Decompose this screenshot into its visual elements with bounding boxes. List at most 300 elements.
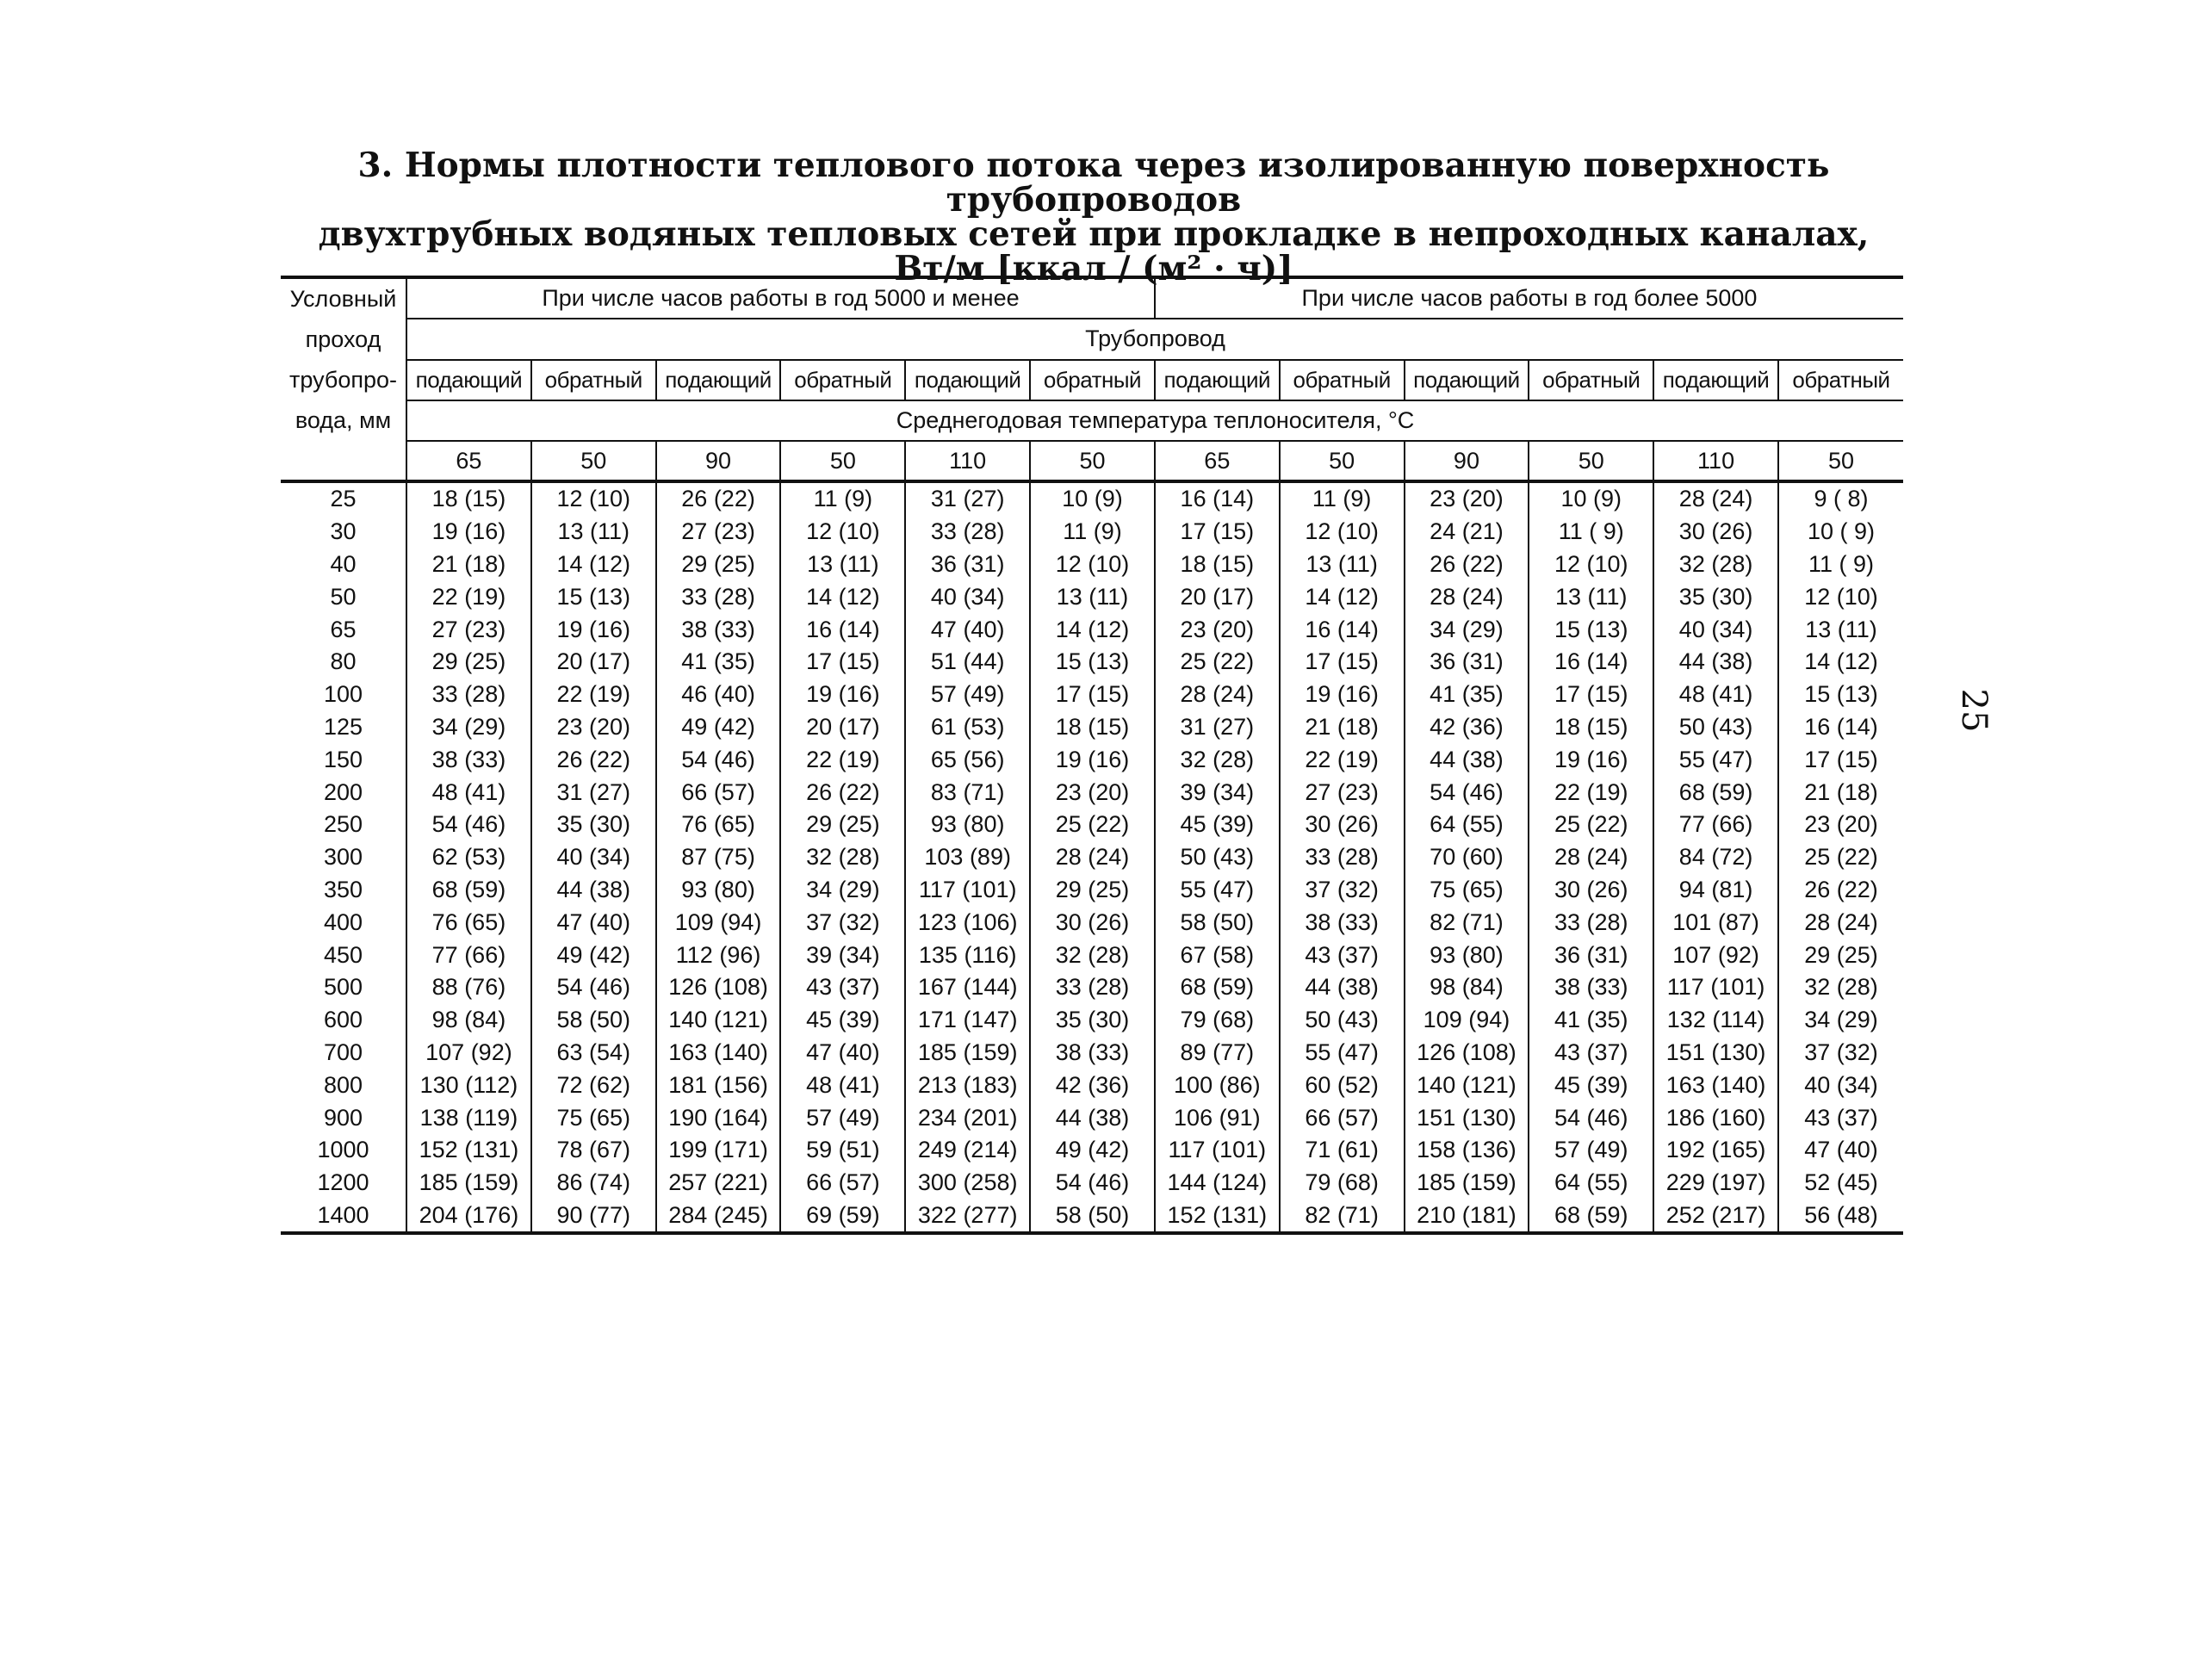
flux-value-cell: 41 (35) — [1529, 1004, 1653, 1037]
diameter-cell: 30 — [281, 516, 406, 549]
flux-value-cell: 31 (27) — [531, 776, 656, 809]
flux-value-cell: 40 (34) — [531, 841, 656, 874]
flux-value-cell: 21 (18) — [406, 549, 531, 581]
flux-value-cell: 68 (59) — [1155, 971, 1280, 1004]
diameter-cell: 300 — [281, 841, 406, 874]
flux-value-cell: 40 (34) — [1653, 613, 1778, 646]
flux-value-cell: 140 (121) — [656, 1004, 781, 1037]
diameter-cell: 1200 — [281, 1167, 406, 1200]
flux-value-cell: 17 (15) — [1155, 516, 1280, 549]
flux-value-cell: 158 (136) — [1405, 1134, 1529, 1167]
flux-value-cell: 213 (183) — [905, 1069, 1030, 1101]
flux-value-cell: 51 (44) — [905, 646, 1030, 679]
flux-value-cell: 49 (42) — [531, 939, 656, 971]
diameter-cell: 200 — [281, 776, 406, 809]
table-row — [281, 874, 1903, 907]
flux-value-cell: 107 (92) — [1653, 939, 1778, 971]
flux-value-cell: 252 (217) — [1653, 1200, 1778, 1234]
flux-value-cell: 25 (22) — [1030, 809, 1155, 841]
flux-value-cell: 100 (86) — [1155, 1069, 1280, 1101]
flux-value-cell: 60 (52) — [1280, 1069, 1405, 1101]
flux-value-cell: 24 (21) — [1405, 516, 1529, 549]
flux-value-cell: 83 (71) — [905, 776, 1030, 809]
flux-value-cell: 78 (67) — [531, 1134, 656, 1167]
flux-value-cell: 34 (29) — [406, 711, 531, 744]
flux-value-cell: 9 ( 8) — [1778, 481, 1903, 516]
pipe-type-header: обратный — [1280, 360, 1405, 400]
flux-value-cell: 93 (80) — [1405, 939, 1529, 971]
table-body — [281, 481, 1903, 1233]
flux-value-cell: 17 (15) — [780, 646, 905, 679]
flux-value-cell: 64 (55) — [1405, 809, 1529, 841]
flux-value-cell: 35 (30) — [1030, 1004, 1155, 1037]
table-row — [281, 481, 1903, 516]
flux-value-cell: 43 (37) — [1529, 1037, 1653, 1069]
flux-value-cell: 37 (32) — [780, 906, 905, 939]
flux-value-cell: 54 (46) — [1405, 776, 1529, 809]
flux-value-cell: 23 (20) — [1405, 481, 1529, 516]
flux-value-cell: 57 (49) — [905, 679, 1030, 711]
diameter-cell: 25 — [281, 481, 406, 516]
flux-value-cell: 18 (15) — [1529, 711, 1653, 744]
pipe-type-header: подающий — [905, 360, 1030, 400]
flux-value-cell: 28 (24) — [1529, 841, 1653, 874]
flux-value-cell: 55 (47) — [1280, 1037, 1405, 1069]
flux-value-cell: 135 (116) — [905, 939, 1030, 971]
flux-value-cell: 66 (57) — [1280, 1101, 1405, 1134]
table-row — [281, 1004, 1903, 1037]
flux-value-cell: 68 (59) — [406, 874, 531, 907]
flux-value-cell: 15 (13) — [1778, 679, 1903, 711]
flux-value-cell: 106 (91) — [1155, 1101, 1280, 1134]
pipe-type-header: обратный — [1529, 360, 1653, 400]
table-row — [281, 1037, 1903, 1069]
flux-value-cell: 12 (10) — [780, 516, 905, 549]
flux-value-cell: 30 (26) — [1280, 809, 1405, 841]
flux-value-cell: 75 (65) — [1405, 874, 1529, 907]
flux-value-cell: 77 (66) — [1653, 809, 1778, 841]
flux-value-cell: 12 (10) — [531, 481, 656, 516]
flux-value-cell: 65 (56) — [905, 743, 1030, 776]
flux-value-cell: 84 (72) — [1653, 841, 1778, 874]
diameter-cell: 80 — [281, 646, 406, 679]
diameter-cell: 800 — [281, 1069, 406, 1101]
flux-value-cell: 55 (47) — [1155, 874, 1280, 907]
flux-value-cell: 15 (13) — [1529, 613, 1653, 646]
flux-value-cell: 322 (277) — [905, 1200, 1030, 1234]
flux-value-cell: 23 (20) — [1030, 776, 1155, 809]
temperature-header: Среднегодовая температура теплоносителя, °С — [406, 400, 1903, 441]
flux-value-cell: 25 (22) — [1778, 841, 1903, 874]
flux-value-cell: 25 (22) — [1529, 809, 1653, 841]
flux-value-cell: 14 (12) — [780, 580, 905, 613]
flux-value-cell: 30 (26) — [1653, 516, 1778, 549]
flux-value-cell: 132 (114) — [1653, 1004, 1778, 1037]
flux-value-cell: 69 (59) — [780, 1200, 905, 1234]
flux-value-cell: 43 (37) — [1778, 1101, 1903, 1134]
diameter-cell: 1400 — [281, 1200, 406, 1234]
flux-value-cell: 192 (165) — [1653, 1134, 1778, 1167]
flux-value-cell: 54 (46) — [656, 743, 781, 776]
flux-value-cell: 257 (221) — [656, 1167, 781, 1200]
flux-value-cell: 14 (12) — [1778, 646, 1903, 679]
flux-value-cell: 11 (9) — [1280, 481, 1405, 516]
flux-value-cell: 34 (29) — [1778, 1004, 1903, 1037]
flux-value-cell: 75 (65) — [531, 1101, 656, 1134]
flux-value-cell: 16 (14) — [1155, 481, 1280, 516]
flux-value-cell: 45 (39) — [780, 1004, 905, 1037]
flux-value-cell: 43 (37) — [1280, 939, 1405, 971]
flux-value-cell: 36 (31) — [905, 549, 1030, 581]
flux-value-cell: 186 (160) — [1653, 1101, 1778, 1134]
flux-value-cell: 117 (101) — [905, 874, 1030, 907]
heat-flux-norms-table — [281, 276, 1903, 1235]
flux-value-cell: 22 (19) — [1529, 776, 1653, 809]
flux-value-cell: 98 (84) — [406, 1004, 531, 1037]
flux-value-cell: 48 (41) — [1653, 679, 1778, 711]
flux-value-cell: 39 (34) — [780, 939, 905, 971]
flux-value-cell: 25 (22) — [1155, 646, 1280, 679]
flux-value-cell: 30 (26) — [1030, 906, 1155, 939]
flux-value-cell: 22 (19) — [780, 743, 905, 776]
flux-value-cell: 29 (25) — [656, 549, 781, 581]
flux-value-cell: 29 (25) — [1778, 939, 1903, 971]
table-row — [281, 776, 1903, 809]
flux-value-cell: 26 (22) — [1778, 874, 1903, 907]
flux-value-cell: 35 (30) — [531, 809, 656, 841]
flux-value-cell: 44 (38) — [1405, 743, 1529, 776]
flux-value-cell: 26 (22) — [1405, 549, 1529, 581]
flux-value-cell: 12 (10) — [1280, 516, 1405, 549]
diameter-cell: 500 — [281, 971, 406, 1004]
temperature-value: 90 — [1405, 441, 1529, 481]
flux-value-cell: 22 (19) — [1280, 743, 1405, 776]
flux-value-cell: 72 (62) — [531, 1069, 656, 1101]
diameter-cell: 400 — [281, 906, 406, 939]
flux-value-cell: 107 (92) — [406, 1037, 531, 1069]
flux-value-cell: 76 (65) — [406, 906, 531, 939]
flux-value-cell: 44 (38) — [531, 874, 656, 907]
flux-value-cell: 86 (74) — [531, 1167, 656, 1200]
table-row — [281, 1167, 1903, 1200]
flux-value-cell: 45 (39) — [1529, 1069, 1653, 1101]
flux-value-cell: 33 (28) — [406, 679, 531, 711]
flux-value-cell: 44 (38) — [1030, 1101, 1155, 1134]
flux-value-cell: 126 (108) — [656, 971, 781, 1004]
flux-value-cell: 28 (24) — [1405, 580, 1529, 613]
temperature-value: 110 — [905, 441, 1030, 481]
title-line-1: 3. Нормы плотности теплового потока через изолированную поверхность трубопроводов — [357, 146, 1830, 220]
diameter-cell: 350 — [281, 874, 406, 907]
flux-value-cell: 98 (84) — [1405, 971, 1529, 1004]
flux-value-cell: 152 (131) — [1155, 1200, 1280, 1234]
table-row — [281, 580, 1903, 613]
flux-value-cell: 79 (68) — [1280, 1167, 1405, 1200]
diameter-cell: 900 — [281, 1101, 406, 1134]
flux-value-cell: 11 ( 9) — [1529, 516, 1653, 549]
flux-value-cell: 117 (101) — [1155, 1134, 1280, 1167]
pipe-type-header: обратный — [531, 360, 656, 400]
flux-value-cell: 19 (16) — [406, 516, 531, 549]
flux-value-cell: 66 (57) — [780, 1167, 905, 1200]
table-row — [281, 516, 1903, 549]
flux-value-cell: 41 (35) — [656, 646, 781, 679]
flux-value-cell: 16 (14) — [780, 613, 905, 646]
flux-value-cell: 26 (22) — [531, 743, 656, 776]
flux-value-cell: 38 (33) — [1529, 971, 1653, 1004]
flux-value-cell: 112 (96) — [656, 939, 781, 971]
table-row — [281, 1069, 1903, 1101]
flux-value-cell: 68 (59) — [1653, 776, 1778, 809]
diameter-cell: 1000 — [281, 1134, 406, 1167]
flux-value-cell: 123 (106) — [905, 906, 1030, 939]
flux-value-cell: 50 (43) — [1280, 1004, 1405, 1037]
pipeline-header: Трубопровод — [406, 319, 1903, 359]
flux-value-cell: 210 (181) — [1405, 1200, 1529, 1234]
temperature-value: 65 — [406, 441, 531, 481]
diameter-cell: 100 — [281, 679, 406, 711]
flux-value-cell: 130 (112) — [406, 1069, 531, 1101]
flux-value-cell: 54 (46) — [1529, 1101, 1653, 1134]
flux-value-cell: 144 (124) — [1155, 1167, 1280, 1200]
flux-value-cell: 18 (15) — [1155, 549, 1280, 581]
flux-value-cell: 17 (15) — [1030, 679, 1155, 711]
flux-value-cell: 181 (156) — [656, 1069, 781, 1101]
flux-value-cell: 185 (159) — [406, 1167, 531, 1200]
flux-value-cell: 49 (42) — [656, 711, 781, 744]
temperature-value: 50 — [1280, 441, 1405, 481]
flux-value-cell: 47 (40) — [531, 906, 656, 939]
flux-value-cell: 90 (77) — [531, 1200, 656, 1234]
flux-value-cell: 14 (12) — [1280, 580, 1405, 613]
flux-value-cell: 37 (32) — [1280, 874, 1405, 907]
flux-value-cell: 13 (11) — [1529, 580, 1653, 613]
diameter-cell: 65 — [281, 613, 406, 646]
flux-value-cell: 300 (258) — [905, 1167, 1030, 1200]
flux-value-cell: 138 (119) — [406, 1101, 531, 1134]
flux-value-cell: 23 (20) — [531, 711, 656, 744]
table-title — [284, 148, 1903, 286]
table-row — [281, 646, 1903, 679]
table-row — [281, 939, 1903, 971]
pipe-type-header: обратный — [1030, 360, 1155, 400]
pipe-type-header: обратный — [1778, 360, 1903, 400]
flux-value-cell: 47 (40) — [905, 613, 1030, 646]
flux-value-cell: 185 (159) — [1405, 1167, 1529, 1200]
group-header-high-hours: При числе часов работы в год более 5000 — [1155, 277, 1903, 319]
flux-value-cell: 36 (31) — [1529, 939, 1653, 971]
flux-value-cell: 16 (14) — [1778, 711, 1903, 744]
flux-value-cell: 30 (26) — [1529, 874, 1653, 907]
flux-value-cell: 13 (11) — [1030, 580, 1155, 613]
flux-value-cell: 22 (19) — [406, 580, 531, 613]
flux-value-cell: 21 (18) — [1778, 776, 1903, 809]
stub-header — [281, 277, 406, 441]
diameter-cell: 600 — [281, 1004, 406, 1037]
flux-value-cell: 88 (76) — [406, 971, 531, 1004]
table-row — [281, 841, 1903, 874]
flux-value-cell: 50 (43) — [1155, 841, 1280, 874]
flux-value-cell: 41 (35) — [1405, 679, 1529, 711]
flux-value-cell: 38 (33) — [1280, 906, 1405, 939]
pipe-type-header: подающий — [1653, 360, 1778, 400]
flux-value-cell: 68 (59) — [1529, 1200, 1653, 1234]
flux-value-cell: 10 (9) — [1030, 481, 1155, 516]
flux-value-cell: 61 (53) — [905, 711, 1030, 744]
temperature-value: 50 — [780, 441, 905, 481]
flux-value-cell: 50 (43) — [1653, 711, 1778, 744]
flux-value-cell: 94 (81) — [1653, 874, 1778, 907]
flux-value-cell: 54 (46) — [406, 809, 531, 841]
flux-value-cell: 58 (50) — [1155, 906, 1280, 939]
pipe-type-header: обратный — [780, 360, 905, 400]
flux-value-cell: 62 (53) — [406, 841, 531, 874]
flux-value-cell: 43 (37) — [780, 971, 905, 1004]
table-row — [281, 711, 1903, 744]
pipe-type-header: подающий — [1405, 360, 1529, 400]
flux-value-cell: 82 (71) — [1405, 906, 1529, 939]
flux-value-cell: 27 (23) — [1280, 776, 1405, 809]
flux-value-cell: 38 (33) — [656, 613, 781, 646]
flux-value-cell: 13 (11) — [531, 516, 656, 549]
flux-value-cell: 126 (108) — [1405, 1037, 1529, 1069]
flux-value-cell: 40 (34) — [905, 580, 1030, 613]
flux-value-cell: 21 (18) — [1280, 711, 1405, 744]
table-row — [281, 613, 1903, 646]
flux-value-cell: 77 (66) — [406, 939, 531, 971]
flux-value-cell: 31 (27) — [1155, 711, 1280, 744]
pipe-type-header-row — [281, 360, 1903, 400]
flux-value-cell: 28 (24) — [1778, 906, 1903, 939]
table-header — [281, 277, 1903, 481]
stub-header-label: Условный проход трубопро- вода, мм — [289, 286, 398, 433]
temperature-value: 50 — [1529, 441, 1653, 481]
flux-value-cell: 93 (80) — [656, 874, 781, 907]
temperature-value: 50 — [1030, 441, 1155, 481]
stub-header-spacer — [281, 441, 406, 481]
flux-value-cell: 37 (32) — [1778, 1037, 1903, 1069]
flux-value-cell: 47 (40) — [780, 1037, 905, 1069]
flux-value-cell: 109 (94) — [1405, 1004, 1529, 1037]
flux-value-cell: 20 (17) — [531, 646, 656, 679]
flux-value-cell: 40 (34) — [1778, 1069, 1903, 1101]
flux-value-cell: 19 (16) — [1529, 743, 1653, 776]
flux-value-cell: 56 (48) — [1778, 1200, 1903, 1234]
flux-value-cell: 28 (24) — [1155, 679, 1280, 711]
flux-value-cell: 249 (214) — [905, 1134, 1030, 1167]
flux-value-cell: 32 (28) — [1778, 971, 1903, 1004]
flux-value-cell: 38 (33) — [1030, 1037, 1155, 1069]
flux-value-cell: 34 (29) — [780, 874, 905, 907]
flux-value-cell: 229 (197) — [1653, 1167, 1778, 1200]
flux-value-cell: 14 (12) — [531, 549, 656, 581]
flux-value-cell: 19 (16) — [1280, 679, 1405, 711]
flux-value-cell: 11 (9) — [780, 481, 905, 516]
flux-value-cell: 82 (71) — [1280, 1200, 1405, 1234]
diameter-cell: 450 — [281, 939, 406, 971]
flux-value-cell: 16 (14) — [1280, 613, 1405, 646]
flux-value-cell: 42 (36) — [1030, 1069, 1155, 1101]
flux-value-cell: 15 (13) — [531, 580, 656, 613]
diameter-cell: 250 — [281, 809, 406, 841]
flux-value-cell: 57 (49) — [1529, 1134, 1653, 1167]
flux-value-cell: 26 (22) — [656, 481, 781, 516]
flux-value-cell: 54 (46) — [531, 971, 656, 1004]
temperature-value: 50 — [1778, 441, 1903, 481]
temperature-value: 90 — [656, 441, 781, 481]
table-row — [281, 743, 1903, 776]
flux-value-cell: 33 (28) — [1529, 906, 1653, 939]
flux-value-cell: 23 (20) — [1155, 613, 1280, 646]
flux-value-cell: 163 (140) — [656, 1037, 781, 1069]
flux-value-cell: 13 (11) — [1280, 549, 1405, 581]
flux-value-cell: 28 (24) — [1030, 841, 1155, 874]
flux-value-cell: 32 (28) — [780, 841, 905, 874]
pipe-type-header: подающий — [406, 360, 531, 400]
flux-value-cell: 199 (171) — [656, 1134, 781, 1167]
flux-value-cell: 11 (9) — [1030, 516, 1155, 549]
flux-value-cell: 13 (11) — [780, 549, 905, 581]
flux-value-cell: 32 (28) — [1155, 743, 1280, 776]
table-row — [281, 1200, 1903, 1234]
flux-value-cell: 38 (33) — [406, 743, 531, 776]
flux-value-cell: 190 (164) — [656, 1101, 781, 1134]
temperature-value: 110 — [1653, 441, 1778, 481]
flux-value-cell: 32 (28) — [1653, 549, 1778, 581]
diameter-cell: 700 — [281, 1037, 406, 1069]
flux-value-cell: 48 (41) — [780, 1069, 905, 1101]
flux-value-cell: 39 (34) — [1155, 776, 1280, 809]
flux-value-cell: 76 (65) — [656, 809, 781, 841]
temperature-values-row — [281, 441, 1903, 481]
flux-value-cell: 18 (15) — [406, 481, 531, 516]
flux-value-cell: 79 (68) — [1155, 1004, 1280, 1037]
flux-value-cell: 55 (47) — [1653, 743, 1778, 776]
flux-value-cell: 87 (75) — [656, 841, 781, 874]
flux-value-cell: 20 (17) — [780, 711, 905, 744]
table-row — [281, 679, 1903, 711]
flux-value-cell: 33 (28) — [1280, 841, 1405, 874]
flux-value-cell: 27 (23) — [656, 516, 781, 549]
flux-value-cell: 20 (17) — [1155, 580, 1280, 613]
flux-value-cell: 12 (10) — [1529, 549, 1653, 581]
flux-value-cell: 44 (38) — [1280, 971, 1405, 1004]
flux-value-cell: 29 (25) — [406, 646, 531, 679]
title-line-2: двухтрубных водяных тепловых сетей при прокладке в непроходных каналах, — [318, 214, 1870, 254]
flux-value-cell: 33 (28) — [905, 516, 1030, 549]
flux-value-cell: 64 (55) — [1529, 1167, 1653, 1200]
flux-value-cell: 234 (201) — [905, 1101, 1030, 1134]
flux-value-cell: 49 (42) — [1030, 1134, 1155, 1167]
flux-value-cell: 284 (245) — [656, 1200, 781, 1234]
flux-value-cell: 35 (30) — [1653, 580, 1778, 613]
flux-value-cell: 34 (29) — [1405, 613, 1529, 646]
flux-value-cell: 29 (25) — [1030, 874, 1155, 907]
flux-value-cell: 54 (46) — [1030, 1167, 1155, 1200]
flux-value-cell: 66 (57) — [656, 776, 781, 809]
flux-value-cell: 17 (15) — [1529, 679, 1653, 711]
flux-value-cell: 93 (80) — [905, 809, 1030, 841]
pipe-type-header: подающий — [1155, 360, 1280, 400]
flux-value-cell: 10 ( 9) — [1778, 516, 1903, 549]
flux-value-cell: 42 (36) — [1405, 711, 1529, 744]
flux-value-cell: 14 (12) — [1030, 613, 1155, 646]
flux-value-cell: 59 (51) — [780, 1134, 905, 1167]
flux-value-cell: 19 (16) — [531, 613, 656, 646]
flux-value-cell: 22 (19) — [531, 679, 656, 711]
flux-value-cell: 52 (45) — [1778, 1167, 1903, 1200]
flux-value-cell: 12 (10) — [1778, 580, 1903, 613]
